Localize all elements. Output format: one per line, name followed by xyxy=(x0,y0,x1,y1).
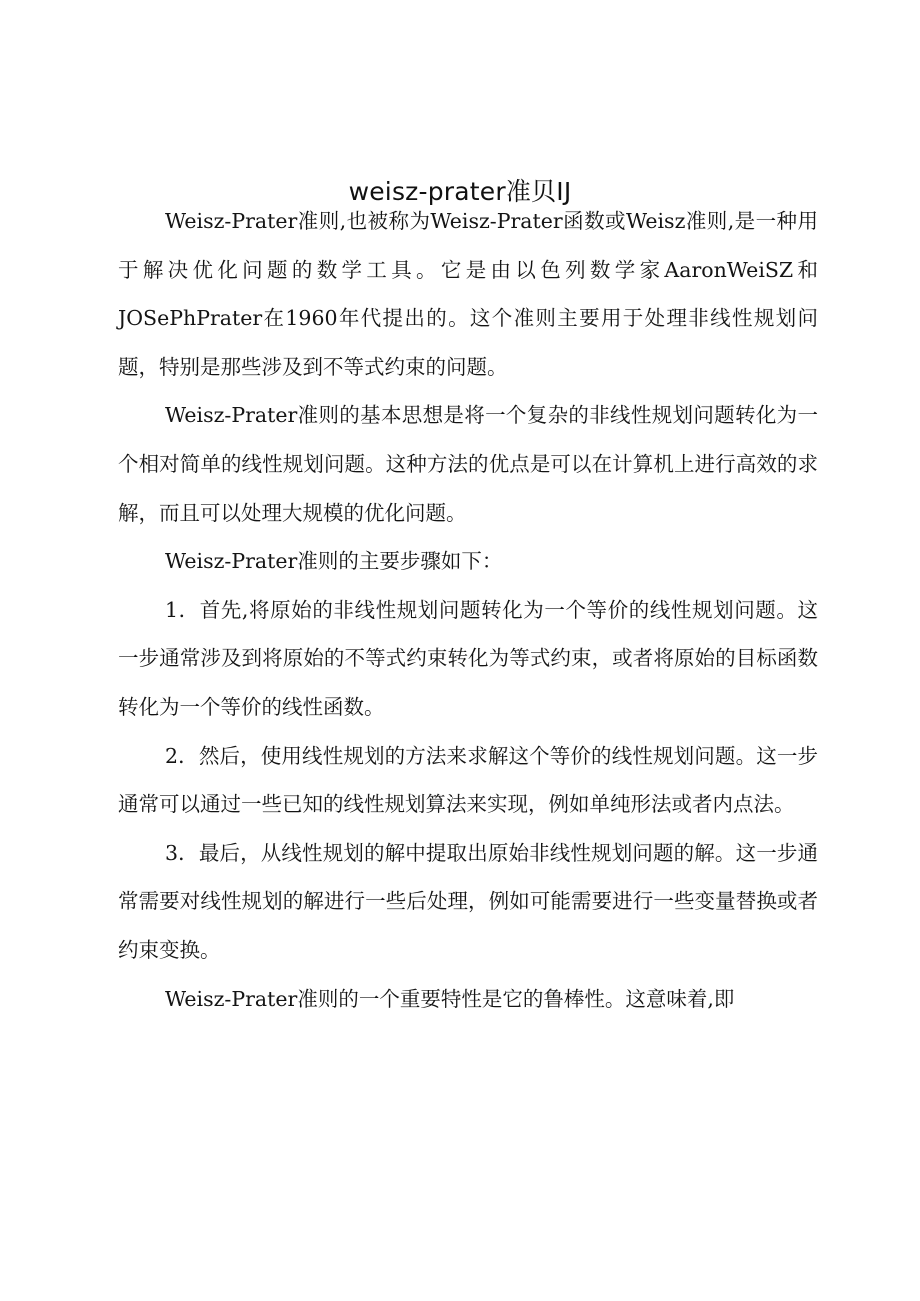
paragraph-step-3: 3．最后，从线性规划的解中提取出原始非线性规划问题的解。这一步通常需要对线性规划的解进行一些后处理，例如可能需要进行一些变量替换或者约束变换。 xyxy=(118,840,818,962)
paragraph-steps-heading: Weisz-Prater准则的主要步骤如下： xyxy=(165,549,503,574)
paragraph-basic-idea: Weisz-Prater准则的基本思想是将一个复杂的非线性规划问题转化为一个相对简单的线性规划问题。这种方法的优点是可以在计算机上进行高效的求解，而且可以处理大规模的优化问题。 xyxy=(118,403,818,525)
paragraph-intro: Weisz-Prater准则,也被称为Weisz-Prater函数或Weisz准则,是一种用于解决优化问题的数学工具。它是由以色列数学家AaronWeiSZ和JOSePhPrater在1960年代提出的。这个准则主要用于处理非线性规划问题，特别是那些涉及到不等式约束的问题。 xyxy=(118,209,818,379)
document-body xyxy=(118,197,818,1023)
document-title: weisz-prater准贝IJ xyxy=(348,177,572,206)
paragraph-step-1: 1．首先,将原始的非线性规划问题转化为一个等价的线性规划问题。这一步通常涉及到将原始的不等式约束转化为等式约束，或者将原始的目标函数转化为一个等价的线性函数。 xyxy=(118,597,818,719)
paragraph-step-2: 2．然后，使用线性规划的方法来求解这个等价的线性规划问题。这一步通常可以通过一些已知的线性规划算法来实现，例如单纯形法或者内点法。 xyxy=(118,743,818,817)
paragraph-robustness: Weisz-Prater准则的一个重要特性是它的鲁棒性。这意味着,即 xyxy=(165,986,735,1011)
